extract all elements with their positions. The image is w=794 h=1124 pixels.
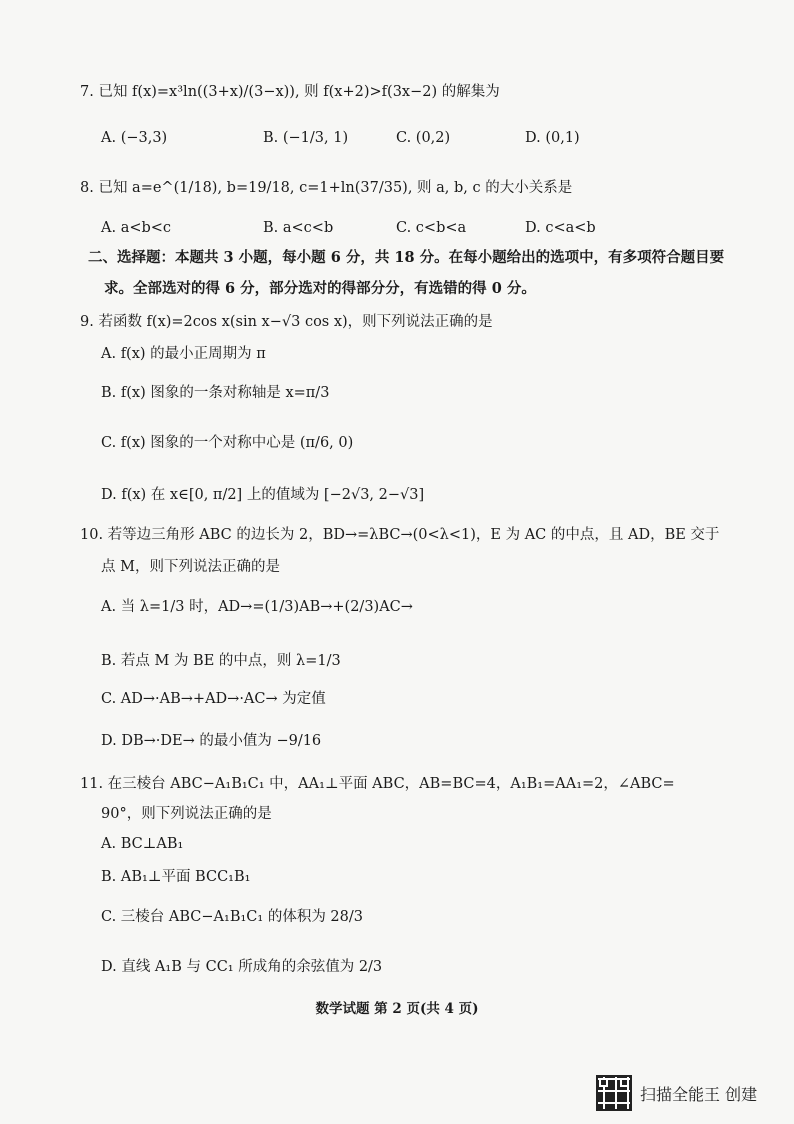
- page-footer: 数学试题 第 2 页(共 4 页): [315, 1001, 479, 1017]
- q8-option-c: C. c<b<a: [396, 220, 467, 236]
- q9-stem: 9. 若函数 f(x)=2cos x(sin x−√3 cos x)，则下列说法正确的是: [80, 314, 493, 330]
- section2-line1: 二、选择题：本题共 3 小题，每小题 6 分，共 18 分。在每小题给出的选项中，有多项符合题目要: [88, 249, 725, 266]
- q8-option-a: A. a<b<c: [101, 220, 172, 236]
- q10-stem-line2: 点 M，则下列说法正确的是: [101, 559, 280, 575]
- q7-stem: 7. 已知 f(x)=x³ln((3+x)/(3−x)), 则 f(x+2)>f(3x−2) 的解集为: [80, 84, 500, 100]
- q8-stem: 8. 已知 a=e^(1/18), b=19/18, c=1+ln(37/35), 则 a, b, c 的大小关系是: [80, 180, 573, 196]
- scanner-watermark: 扫描全能王 创建: [640, 1085, 758, 1104]
- q8-options: [101, 218, 794, 238]
- section2-line2: 求。全部选对的得 6 分，部分选对的得部分分，有选错的得 0 分。: [104, 280, 536, 297]
- q8-option-d: D. c<a<b: [525, 220, 596, 236]
- q11-option-c: C. 三棱台 ABC−A₁B₁C₁ 的体积为 28/3: [101, 909, 363, 925]
- q11-stem-line2: 90°，则下列说法正确的是: [101, 806, 272, 822]
- q10-option-b: B. 若点 M 为 BE 的中点，则 λ=1/3: [101, 653, 341, 669]
- q9-option-d: D. f(x) 在 x∈[0, π/2] 上的值域为 [−2√3, 2−√3]: [101, 487, 425, 503]
- q8-option-b: B. a<c<b: [263, 220, 334, 236]
- q7-option-c: C. (0,2): [396, 130, 451, 146]
- q10-option-d: D. DB→·DE→ 的最小值为 −9/16: [101, 733, 322, 749]
- q7-option-b: B. (−1/3, 1): [263, 130, 349, 146]
- q10-stem-line1: 10. 若等边三角形 ABC 的边长为 2，BD→=λBC→(0<λ<1)，E 为 AC 的中点，且 AD，BE 交于: [80, 527, 720, 543]
- q11-option-a: A. BC⊥AB₁: [101, 836, 184, 852]
- q11-option-d: D. 直线 A₁B 与 CC₁ 所成角的余弦值为 2/3: [101, 959, 383, 975]
- q10-option-a: A. 当 λ=1/3 时，AD→=(1/3)AB→+(2/3)AC→: [101, 599, 413, 615]
- q7-option-a: A. (−3,3): [101, 130, 168, 146]
- q11-option-b: B. AB₁⊥平面 BCC₁B₁: [101, 869, 251, 885]
- q9-option-b: B. f(x) 图象的一条对称轴是 x=π/3: [101, 385, 330, 401]
- qr-code-icon: [596, 1075, 632, 1111]
- q7-options: [101, 128, 794, 148]
- q9-option-a: A. f(x) 的最小正周期为 π: [101, 346, 266, 362]
- q7-option-d: D. (0,1): [525, 130, 580, 146]
- q9-option-c: C. f(x) 图象的一个对称中心是 (π/6, 0): [101, 435, 354, 451]
- q10-option-c: C. AD→·AB→+AD→·AC→ 为定值: [101, 691, 326, 707]
- q11-stem-line1: 11. 在三棱台 ABC−A₁B₁C₁ 中，AA₁⊥平面 ABC，AB=BC=4，A₁B₁=AA₁=2，∠ABC=: [80, 776, 675, 792]
